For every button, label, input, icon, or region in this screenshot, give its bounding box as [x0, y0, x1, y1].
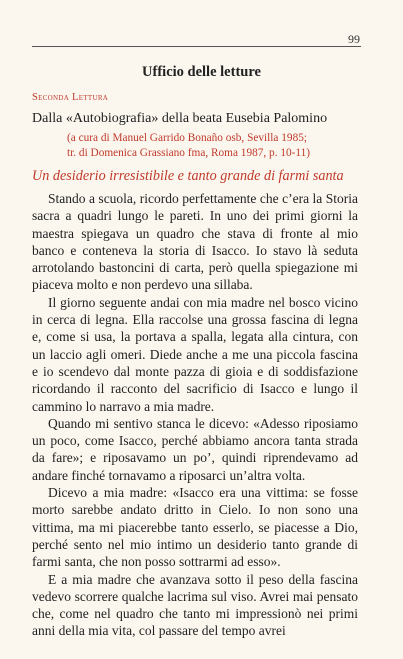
editors-line-1: (a cura di Manuel Garrido Bonaño osb, Sevilla 1985;	[67, 132, 308, 144]
reading-subtitle: Un desiderio irresistibile e tanto grande di farmi santa	[32, 168, 344, 184]
editors-note	[67, 131, 367, 160]
section-label: Seconda Lettura	[32, 92, 109, 103]
paragraph-4: Dicevo a mia madre: «Isacco era una vittima: se fosse morto sarebbe andato dritto in Cielo. Io non sono una vittima, ma mi piacerebbe tanto esserlo, se piacesse a Dio, perché sento nel mio intimo un desiderio tanto grande di farmi santa, che non posso sottrarmi ad esso».	[32, 485, 358, 570]
header-rule	[32, 46, 361, 47]
reading-body	[32, 190, 358, 640]
paragraph-3: Quando mi sentivo stanca le dicevo: «Adesso riposiamo un poco, come Isacco, perché abbiamo ancora tanta strada da fare»; e riposavamo un po’, quindi riprendevamo ad andare finché tornavamo a riposarci un’altra volta.	[32, 415, 358, 483]
office-title: Ufficio delle letture	[142, 64, 261, 80]
editors-line-2: tr. di Domenica Grassiano fma, Roma 1987, p. 10-11)	[67, 146, 311, 159]
page-number: 99	[348, 32, 360, 46]
paragraph-1: Stando a scuola, ricordo perfettamente che c’era la Storia sacra a quadri lungo le pareti. In uno dei primi giorni la maestra spiegava un quadro che stava di fronte al mio banco e conteneva la storia di Isacco. Io stavo là seduta arrotolando bastoncini di carta, però quella spiegazione mi piaceva molto e non perdevo una sillaba.	[32, 191, 358, 293]
reading-source: Dalla «Autobiografia» della beata Eusebia Palomino	[32, 111, 328, 126]
paragraph-5: E a mia madre che avanzava sotto il peso della fascina vedevo scorrere qualche lacrima sul viso. Avrei mai pensato che, come nel quadro che tanto mi impressionò nei primi anni della mia vita, col passare del tempo avrei	[32, 571, 358, 639]
paragraph-2: Il giorno seguente andai con mia madre nel bosco vicino in cerca di legna. Ella raccolse una grossa fascina di legna e, come si usa, la portava a spalla, legata alla cintura, con un laccio agli omeri. Diede anche a me una piccola fascina e io scendevo dal monte pazza di gioia e di soddisfazione ricordando il racconto del sacrificio di Isacco e lungo il cammino lo narravo a mia madre.	[32, 294, 358, 414]
